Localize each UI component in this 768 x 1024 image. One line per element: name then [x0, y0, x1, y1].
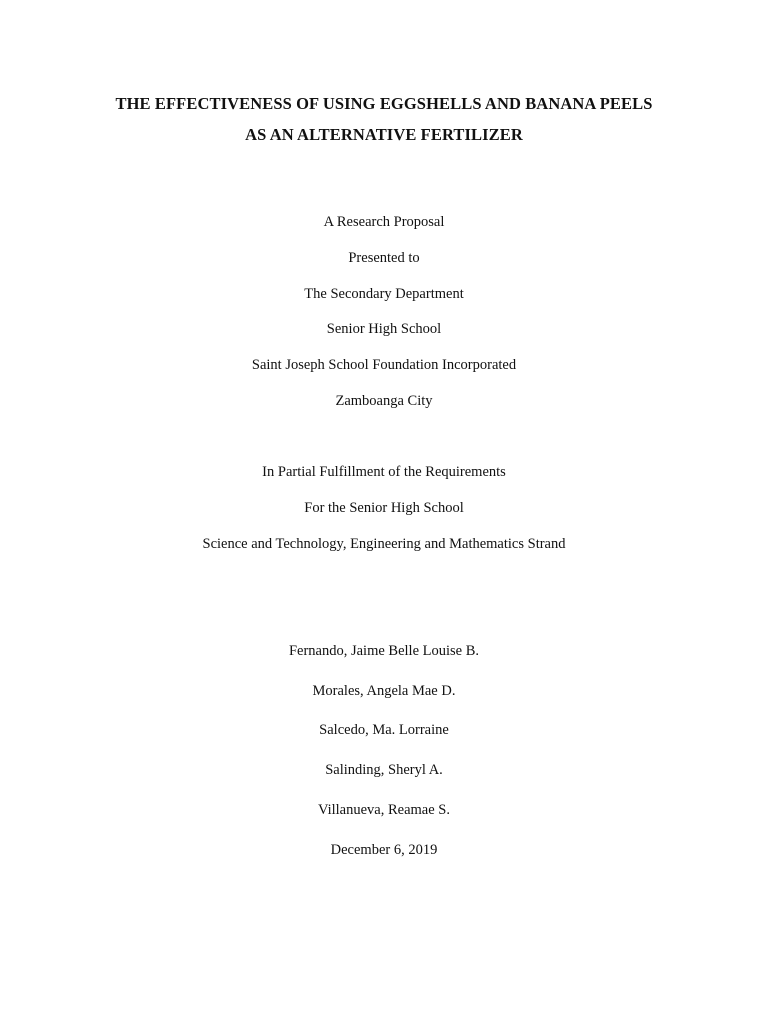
school-level: Senior High School — [326, 321, 442, 337]
department: The Secondary Department — [304, 286, 464, 302]
author: Fernando, Jaime Belle Louise B. — [288, 643, 480, 659]
author: Salinding, Sheryl A. — [325, 762, 443, 778]
proposal-type: A Research Proposal — [323, 214, 445, 230]
fulfillment-line-3: Science and Technology, Engineering and Mathematics Strand — [202, 536, 566, 552]
institution: Saint Joseph School Foundation Incorporated — [251, 357, 517, 373]
author: Morales, Angela Mae D. — [312, 683, 456, 699]
city: Zamboanga City — [335, 393, 433, 409]
author: Salcedo, Ma. Lorraine — [319, 722, 449, 738]
fulfillment-line-1: In Partial Fulfillment of the Requirements — [262, 464, 506, 480]
author: Villanueva, Reamae S. — [317, 802, 450, 818]
fulfillment-line-2: For the Senior High School — [304, 500, 464, 516]
presented-to: Presented to — [348, 250, 420, 266]
title-line-1: THE EFFECTIVENESS OF USING EGGSHELLS AND BANANA PEELS — [115, 94, 653, 113]
submission-date: December 6, 2019 — [330, 842, 438, 858]
title-line-2: AS AN ALTERNATIVE FERTILIZER — [245, 125, 523, 144]
